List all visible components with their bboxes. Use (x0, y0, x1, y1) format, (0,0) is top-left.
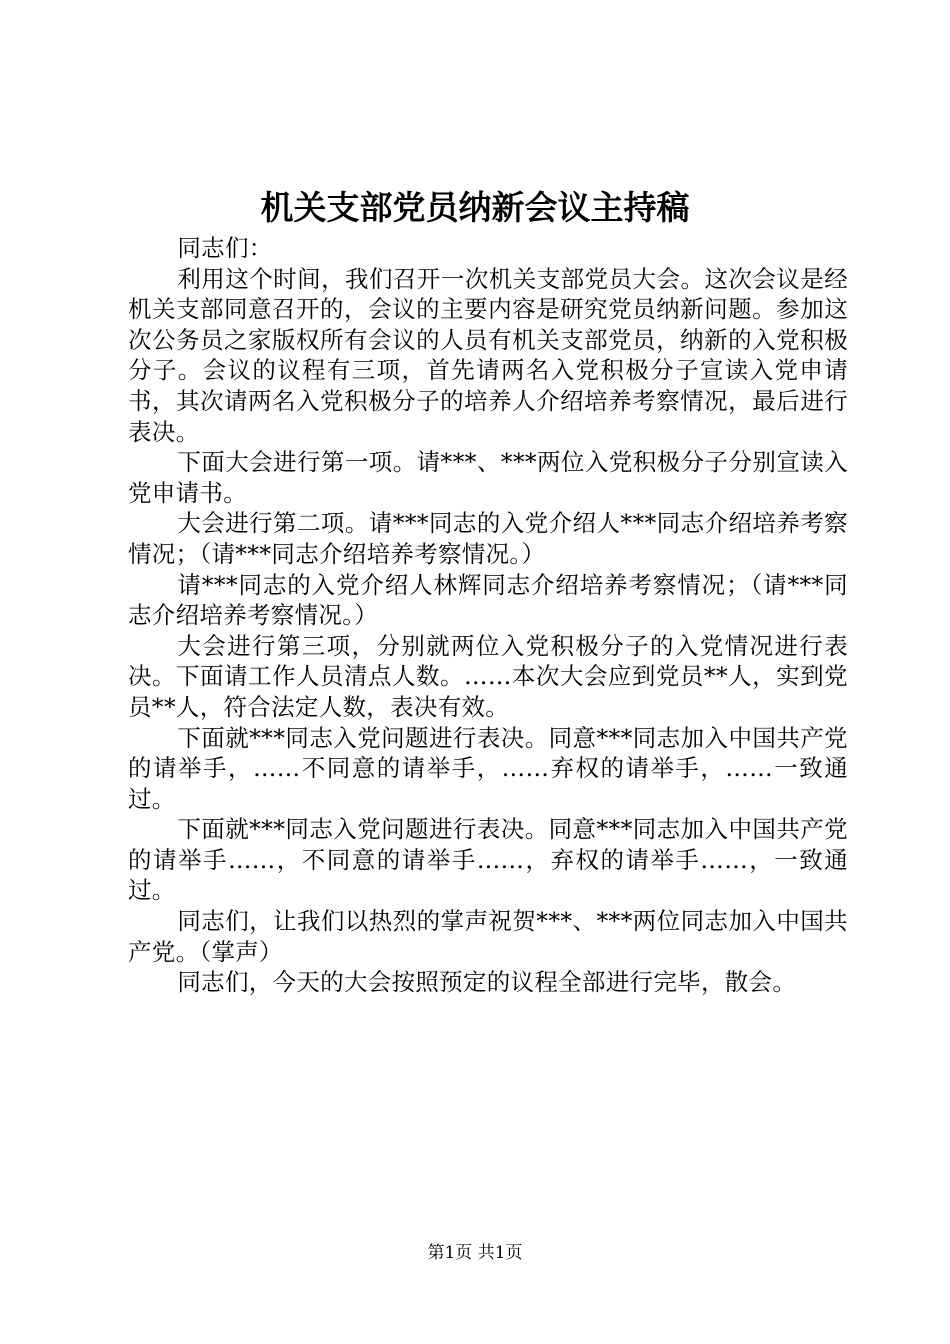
document-title: 机关支部党员纳新会议主持稿 (260, 188, 690, 227)
document-body (128, 233, 848, 998)
paragraph-greeting: 同志们： (177, 234, 273, 262)
paragraph-closing: 同志们，今天的大会按照预定的议程全部进行完毕，散会。 (177, 968, 797, 997)
paragraph-item-two-second: 请***同志的入党介绍人林辉同志介绍培养考察情况；（请***同志介绍培养考察情况。） (128, 570, 848, 630)
paragraph-item-two-first: 大会进行第二项。请***同志的入党介绍人***同志介绍培养考察情况；（请***同志介绍培养考察情况。） (128, 509, 848, 568)
paragraph-intro: 利用这个时间，我们召开一次机关支部党员大会。这次会议是经机关支部同意召开的，会议的主要内容是研究党员纳新问题。参加这次公务员之家版权所有会议的人员有机关支部党员，纳新的入党积极分子。会议的议程有三项，首先请两名入党积极分子宣读入党申请书，其次请两名入党积极分子的培养人介绍培养考察情况，最后进行表决。 (128, 264, 848, 446)
paragraph-vote-second: 下面就***同志入党问题进行表决。同意***同志加入中国共产党的请举手……，不同意的请举手……，弃权的请举手……，一致通过。 (128, 815, 848, 905)
paragraph-congratulation: 同志们，让我们以热烈的掌声祝贺***、***两位同志加入中国共产党。（掌声） (128, 907, 848, 966)
paragraph-item-one: 下面大会进行第一项。请***、***两位入党积极分子分别宣读入党申请书。 (128, 448, 848, 507)
page-footer: 第1页 共1页 (427, 1243, 523, 1263)
paragraph-vote-first: 下面就***同志入党问题进行表决。同意***同志加入中国共产党的请举手，……不同意的请举手，……弃权的请举手，……一致通过。 (128, 723, 848, 813)
paragraph-item-three: 大会进行第三项，分别就两位入党积极分子的入党情况进行表决。下面请工作人员清点人数。……本次大会应到党员**人，实到党员**人，符合法定人数，表决有效。 (128, 631, 848, 721)
